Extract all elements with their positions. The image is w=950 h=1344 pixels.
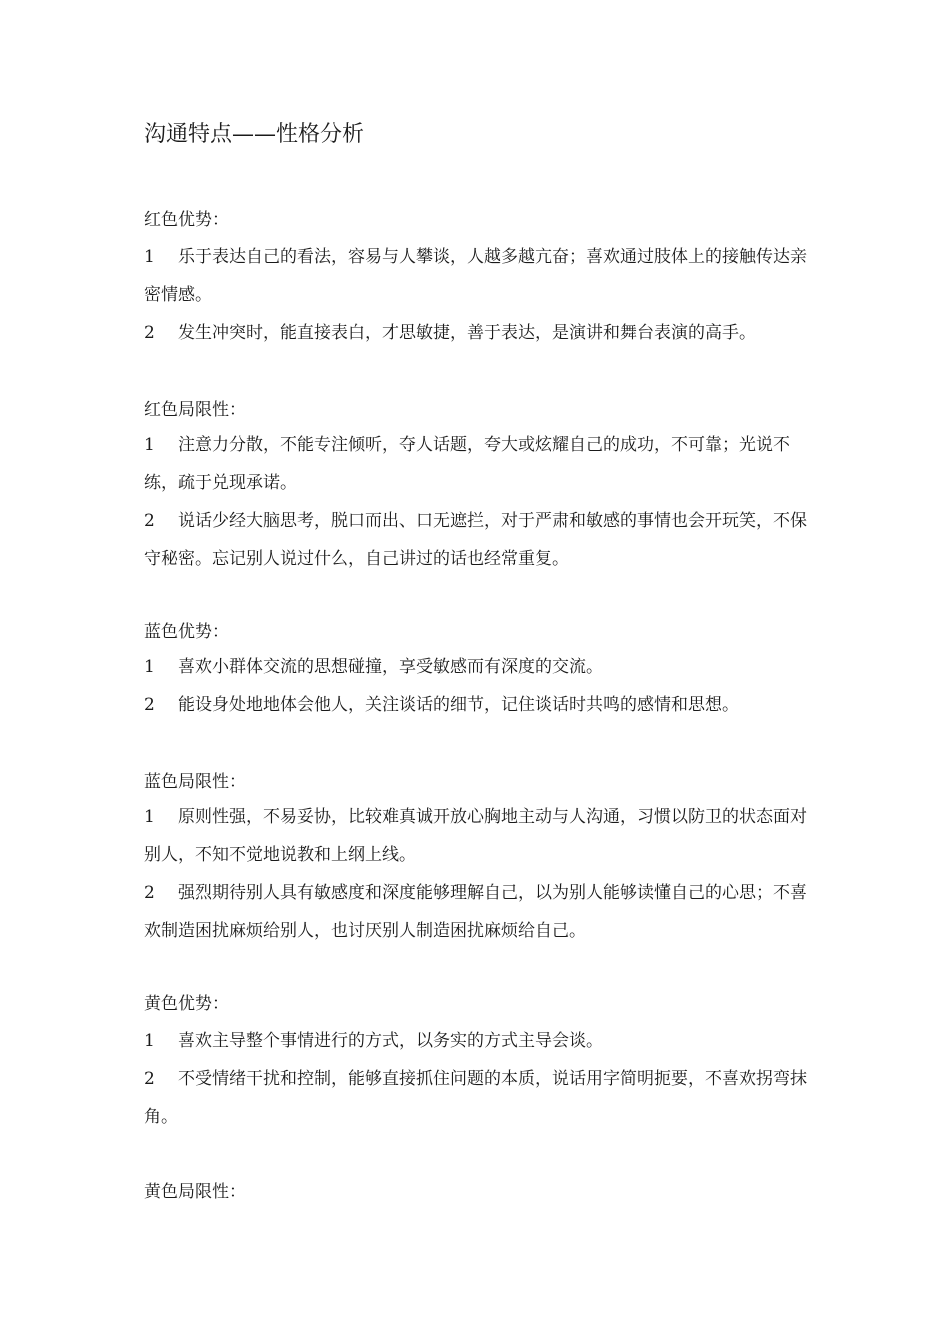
item-text: 喜欢小群体交流的思想碰撞，享受敏感而有深度的交流。 xyxy=(178,657,603,677)
item-text: 注意力分散，不能专注倾听，夺人话题，夸大或炫耀自己的成功，不可靠；光说不练，疏于兑现承诺。 xyxy=(144,435,790,493)
item-number: 1 xyxy=(144,1031,155,1051)
item-number: 1 xyxy=(144,657,155,677)
section-heading-red-limitations: 红色局限性： xyxy=(144,400,246,420)
item-number: 1 xyxy=(144,247,155,267)
list-item xyxy=(144,314,812,352)
section-heading-blue-limitations: 蓝色局限性： xyxy=(144,772,246,792)
list-item xyxy=(144,798,812,874)
item-number: 2 xyxy=(144,695,155,715)
section-heading-red-strengths: 红色优势： xyxy=(144,210,229,230)
list-item xyxy=(144,238,812,314)
list-item xyxy=(144,1022,812,1060)
list-item xyxy=(144,426,812,502)
item-text: 能设身处地地体会他人，关注谈话的细节，记住谈话时共鸣的感情和思想。 xyxy=(178,695,739,715)
item-text: 说话少经大脑思考，脱口而出、口无遮拦，对于严肃和敏感的事情也会开玩笑，不保守秘密。忘记别人说过什么，自己讲过的话也经常重复。 xyxy=(144,511,807,569)
section-heading-yellow-limitations: 黄色局限性： xyxy=(144,1182,246,1202)
item-text: 喜欢主导整个事情进行的方式，以务实的方式主导会谈。 xyxy=(178,1031,603,1051)
item-text: 不受情绪干扰和控制，能够直接抓住问题的本质，说话用字简明扼要，不喜欢拐弯抹角。 xyxy=(144,1069,807,1127)
section-heading-yellow-strengths: 黄色优势： xyxy=(144,994,229,1014)
item-number: 2 xyxy=(144,1069,155,1089)
list-item xyxy=(144,874,812,950)
list-item xyxy=(144,648,812,686)
item-number: 2 xyxy=(144,883,155,903)
item-number: 2 xyxy=(144,323,155,343)
item-text: 强烈期待别人具有敏感度和深度能够理解自己，以为别人能够读懂自己的心思；不喜欢制造困扰麻烦给别人，也讨厌别人制造困扰麻烦给自己。 xyxy=(144,883,807,941)
item-number: 2 xyxy=(144,511,155,531)
item-text: 发生冲突时，能直接表白，才思敏捷，善于表达，是演讲和舞台表演的高手。 xyxy=(178,323,756,343)
item-text: 原则性强，不易妥协，比较难真诚开放心胸地主动与人沟通，习惯以防卫的状态面对别人，不知不觉地说教和上纲上线。 xyxy=(144,807,807,865)
page-title: 沟通特点——性格分析 xyxy=(144,122,365,147)
list-item xyxy=(144,686,812,724)
item-number: 1 xyxy=(144,807,155,827)
list-item xyxy=(144,1060,812,1136)
item-text: 乐于表达自己的看法，容易与人攀谈，人越多越亢奋；喜欢通过肢体上的接触传达亲密情感。 xyxy=(144,247,807,305)
item-number: 1 xyxy=(144,435,155,455)
list-item xyxy=(144,502,812,578)
section-heading-blue-strengths: 蓝色优势： xyxy=(144,622,229,642)
